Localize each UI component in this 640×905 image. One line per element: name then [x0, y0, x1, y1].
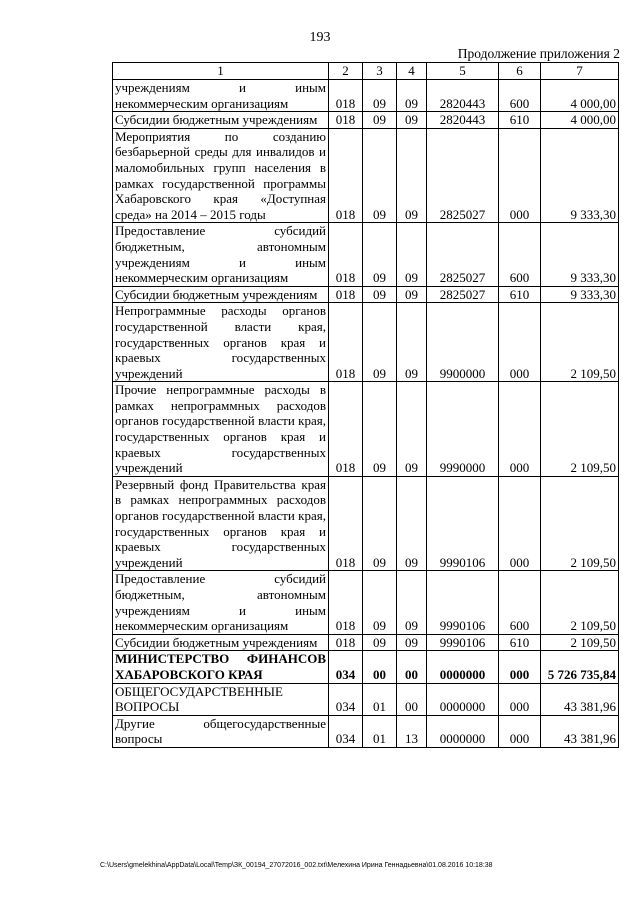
- expense-type-cell: 610: [499, 634, 541, 651]
- expense-type-cell: 000: [499, 651, 541, 683]
- subsection-code-cell: 09: [397, 476, 427, 571]
- expense-name-cell: учреждениям и иным некоммерческим организациям: [113, 80, 329, 112]
- expense-type-cell: 000: [499, 128, 541, 223]
- ministry-code-cell: 018: [329, 303, 363, 382]
- table-row: [113, 571, 619, 634]
- expense-name-cell: Мероприятия по созданию безбарьерной среды для инвалидов и маломобильных групп населения в рамках государственной программы Хабаровского края «Доступная среда» на 2014 – 2015 годы: [113, 128, 329, 223]
- expense-type-cell: 000: [499, 303, 541, 382]
- ministry-code-cell: 034: [329, 651, 363, 683]
- amount-cell: 9 333,30: [541, 286, 619, 303]
- target-article-cell: 2825027: [427, 286, 499, 303]
- subsection-code-cell: 09: [397, 571, 427, 634]
- header-col-5: 5: [427, 63, 499, 80]
- ministry-code-cell: 034: [329, 715, 363, 747]
- table-row: [113, 476, 619, 571]
- subsection-code-cell: 09: [397, 128, 427, 223]
- amount-cell: 2 109,50: [541, 634, 619, 651]
- ministry-code-cell: 034: [329, 683, 363, 715]
- ministry-code-cell: 018: [329, 286, 363, 303]
- subsection-code-cell: 00: [397, 683, 427, 715]
- expense-name-cell: ОБЩЕГОСУДАРСТВЕННЫЕ ВОПРОСЫ: [113, 683, 329, 715]
- table-row: [113, 286, 619, 303]
- header-col-2: 2: [329, 63, 363, 80]
- budget-table: [112, 62, 619, 748]
- section-code-cell: 09: [363, 112, 397, 129]
- table-row: [113, 715, 619, 747]
- subsection-code-cell: 09: [397, 634, 427, 651]
- table-row: [113, 223, 619, 286]
- amount-cell: 9 333,30: [541, 128, 619, 223]
- amount-cell: 4 000,00: [541, 112, 619, 129]
- amount-cell: 5 726 735,84: [541, 651, 619, 683]
- expense-type-cell: 610: [499, 286, 541, 303]
- section-code-cell: 09: [363, 80, 397, 112]
- section-code-cell: 09: [363, 476, 397, 571]
- expense-type-cell: 000: [499, 476, 541, 571]
- expense-type-cell: 000: [499, 382, 541, 477]
- target-article-cell: 9990106: [427, 634, 499, 651]
- amount-cell: 43 381,96: [541, 715, 619, 747]
- section-code-cell: 01: [363, 683, 397, 715]
- file-path-footer: C:\Users\gmelekhina\AppData\Local\Temp\ЗК_00194_27072016_002.txt\Мелехина Ирина Геннадьевна\01.08.2016 10:18:38: [100, 862, 493, 869]
- expense-type-cell: 610: [499, 112, 541, 129]
- ministry-code-cell: 018: [329, 223, 363, 286]
- target-article-cell: 9990000: [427, 382, 499, 477]
- section-code-cell: 01: [363, 715, 397, 747]
- target-article-cell: 2825027: [427, 128, 499, 223]
- expense-type-cell: 000: [499, 683, 541, 715]
- expense-name-cell: Субсидии бюджетным учреждениям: [113, 286, 329, 303]
- expense-type-cell: 600: [499, 571, 541, 634]
- section-code-cell: 09: [363, 223, 397, 286]
- table-body: [113, 80, 619, 748]
- subsection-code-cell: 13: [397, 715, 427, 747]
- amount-cell: 2 109,50: [541, 476, 619, 571]
- subsection-code-cell: 09: [397, 223, 427, 286]
- target-article-cell: 0000000: [427, 651, 499, 683]
- ministry-code-cell: 018: [329, 128, 363, 223]
- table-row: [113, 634, 619, 651]
- target-article-cell: 0000000: [427, 683, 499, 715]
- ministry-code-cell: 018: [329, 571, 363, 634]
- subsection-code-cell: 09: [397, 303, 427, 382]
- header-col-7: 7: [541, 63, 619, 80]
- target-article-cell: 9990106: [427, 571, 499, 634]
- amount-cell: 9 333,30: [541, 223, 619, 286]
- section-code-cell: 09: [363, 634, 397, 651]
- table-row: [113, 303, 619, 382]
- subsection-code-cell: 00: [397, 651, 427, 683]
- target-article-cell: 2825027: [427, 223, 499, 286]
- ministry-code-cell: 018: [329, 112, 363, 129]
- expense-type-cell: 600: [499, 223, 541, 286]
- target-article-cell: 9990106: [427, 476, 499, 571]
- expense-name-cell: Непрограммные расходы органов государственной власти края, государственных органов края и краевых государственных учреждений: [113, 303, 329, 382]
- table-row: [113, 683, 619, 715]
- expense-name-cell: Другие общегосударственные вопросы: [113, 715, 329, 747]
- target-article-cell: 0000000: [427, 715, 499, 747]
- amount-cell: 2 109,50: [541, 303, 619, 382]
- subsection-code-cell: 09: [397, 80, 427, 112]
- header-col-4: 4: [397, 63, 427, 80]
- header-col-3: 3: [363, 63, 397, 80]
- expense-name-cell: Резервный фонд Правительства края в рамках непрограммных расходов органов государственной власти края, государственных органов края и краевых государственных учреждений: [113, 476, 329, 571]
- expense-name-cell: Предоставление субсидий бюджетным, автономным учреждениям и иным некоммерческим организациям: [113, 223, 329, 286]
- ministry-code-cell: 018: [329, 382, 363, 477]
- amount-cell: 2 109,50: [541, 571, 619, 634]
- target-article-cell: 2820443: [427, 80, 499, 112]
- section-code-cell: 09: [363, 571, 397, 634]
- ministry-code-cell: 018: [329, 80, 363, 112]
- amount-cell: 2 109,50: [541, 382, 619, 477]
- expense-type-cell: 000: [499, 715, 541, 747]
- expense-name-cell: Субсидии бюджетным учреждениям: [113, 112, 329, 129]
- section-code-cell: 09: [363, 286, 397, 303]
- subsection-code-cell: 09: [397, 112, 427, 129]
- appendix-continuation-label: Продолжение приложения 2: [457, 46, 620, 61]
- subsection-code-cell: 09: [397, 382, 427, 477]
- target-article-cell: 9900000: [427, 303, 499, 382]
- expense-name-cell: Прочие непрограммные расходы в рамках непрограммных расходов органов государственной власти края, государственных органов края и краевых государственных учреждений: [113, 382, 329, 477]
- section-code-cell: 09: [363, 382, 397, 477]
- expense-name-cell: Субсидии бюджетным учреждениям: [113, 634, 329, 651]
- section-code-cell: 00: [363, 651, 397, 683]
- subsection-code-cell: 09: [397, 286, 427, 303]
- amount-cell: 4 000,00: [541, 80, 619, 112]
- amount-cell: 43 381,96: [541, 683, 619, 715]
- table-row: [113, 651, 619, 683]
- table-row: [113, 128, 619, 223]
- table-row: [113, 80, 619, 112]
- page-number: 193: [309, 30, 331, 45]
- expense-name-cell: МИНИСТЕРСТВО ФИНАНСОВ ХАБАРОВСКОГО КРАЯ: [113, 651, 329, 683]
- table-row: [113, 382, 619, 477]
- table-header-row: [113, 63, 619, 80]
- section-code-cell: 09: [363, 128, 397, 223]
- target-article-cell: 2820443: [427, 112, 499, 129]
- ministry-code-cell: 018: [329, 634, 363, 651]
- table-row: [113, 112, 619, 129]
- ministry-code-cell: 018: [329, 476, 363, 571]
- section-code-cell: 09: [363, 303, 397, 382]
- expense-type-cell: 600: [499, 80, 541, 112]
- header-col-1: 1: [113, 63, 329, 80]
- expense-name-cell: Предоставление субсидий бюджетным, автономным учреждениям и иным некоммерческим организациям: [113, 571, 329, 634]
- header-col-6: 6: [499, 63, 541, 80]
